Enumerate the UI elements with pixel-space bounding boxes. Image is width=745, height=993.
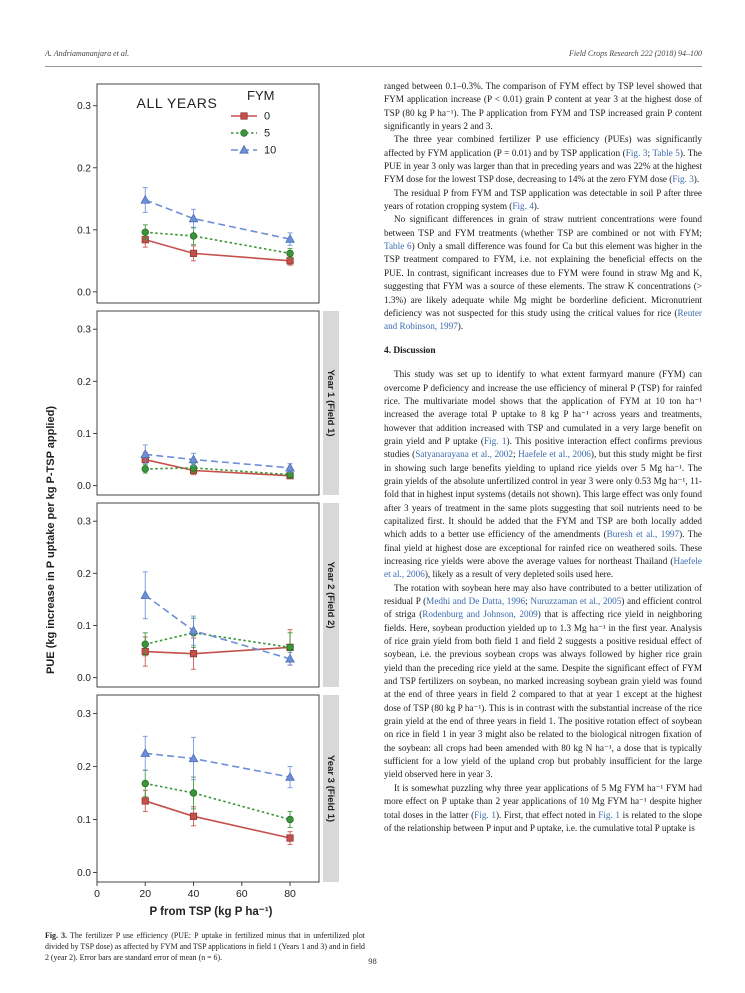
svg-text:0: 0	[264, 110, 271, 123]
svg-text:0.2: 0.2	[77, 163, 91, 175]
svg-text:FYM: FYM	[247, 88, 275, 103]
text-segment: No significant differences in grain of straw nutrient concentrations were found between TSP and FYM treatments (whether TSP are combined or not with FYM;	[384, 214, 702, 238]
text-segment: The rotation with soybean here may also have contributed to a better utilization of residual P (	[384, 582, 702, 606]
citation-link[interactable]: Haefele et al., 2006	[518, 449, 591, 460]
svg-text:80: 80	[284, 888, 296, 900]
svg-text:20: 20	[139, 888, 152, 900]
citation-link[interactable]: Buresh et al., 1997	[606, 529, 680, 540]
svg-text:0.0: 0.0	[77, 673, 91, 685]
text-segment: ;	[512, 449, 519, 460]
text-segment: ).	[693, 174, 700, 185]
chart-panel-1	[61, 80, 361, 306]
citation-link[interactable]: Reuter and Robinson, 1997	[384, 307, 702, 332]
text-segment: ) and efficient control of striga (	[384, 596, 702, 620]
citation-link[interactable]: Satyanarayana et al., 2002	[415, 449, 513, 460]
text-segment: ) Only a small difference was found for Ca but this element was higher in the TSP treatment compared to FYM, i.e. not explaining the beneficial effects on the PUE. In contrast, significant increases due to FYM were found in straw Mg and K, suggesting that FYM was a source of these elements. The straw K concentrations (> 1.3%) are likely adequate while Mg might be borderline deficient. Micronutrient deficiency was not suspected for this study using the critical values for rice (	[384, 241, 702, 318]
svg-text:0.0: 0.0	[77, 867, 91, 879]
citation-link[interactable]: Haefele et al., 2006	[384, 555, 702, 580]
text-segment: ), but this study might be first in showing such large benefits yielding to upland rice yields over 5 Mg ha⁻¹. The grain yields of the absolute unfertilized control in year 3 were only 0.53 Mg ha⁻¹, 11-fold that in highest input systems (details not shown). This large effect was only found after 3 years of treatment in the same plots suggesting that soil nutrients need to be capitalized first. It should be added that the FYM and TSP are both locally added which adds to a better use efficiency of the amendments (	[384, 449, 702, 540]
citation-link[interactable]: Table 5	[652, 147, 680, 158]
citation-link[interactable]: Table 6	[384, 241, 412, 252]
svg-text:5: 5	[264, 127, 271, 140]
paragraph	[384, 368, 702, 582]
text-segment: ;	[647, 147, 653, 158]
svg-text:10: 10	[264, 144, 277, 157]
figure-panels	[61, 80, 365, 902]
citation-link[interactable]: Fig. 4	[512, 201, 534, 212]
svg-text:ALL YEARS: ALL YEARS	[136, 95, 218, 111]
svg-text:0.1: 0.1	[77, 620, 91, 632]
svg-text:0.1: 0.1	[77, 225, 91, 237]
svg-text:0.2: 0.2	[77, 376, 91, 388]
paragraph	[384, 133, 702, 186]
paragraph	[384, 213, 702, 333]
svg-text:0.2: 0.2	[77, 762, 91, 774]
svg-text:40: 40	[187, 888, 200, 900]
text-segment: ;	[525, 596, 531, 606]
page-header	[45, 49, 702, 67]
text-segment: ). This positive interaction effect confirms previous studies (	[384, 435, 702, 460]
citation-link[interactable]: Fig. 1	[483, 435, 507, 446]
svg-text:Year 1 (Field 1): Year 1 (Field 1)	[325, 369, 336, 437]
svg-text:0.2: 0.2	[77, 568, 91, 580]
article-body	[384, 80, 702, 835]
text-segment: It is somewhat puzzling why three year applications of 5 Mg FYM ha⁻¹ FYM had more effect on P uptake than 2 year applications of 10 Mg FYM ha⁻¹ despite higher total doses in the latter (	[384, 782, 702, 820]
svg-text:0.1: 0.1	[77, 814, 91, 826]
svg-text:0.3: 0.3	[77, 709, 91, 721]
svg-text:0.3: 0.3	[77, 324, 91, 336]
paragraph	[384, 80, 702, 133]
chart-panel-2	[61, 308, 361, 498]
svg-text:0.0: 0.0	[77, 481, 91, 493]
text-segment: ).	[457, 321, 464, 332]
citation-link[interactable]: Fig. 3	[672, 174, 694, 185]
section-heading: 4. Discussion	[384, 345, 436, 356]
chart-panel-4	[61, 692, 361, 902]
text-segment: is related to the slope of the relationship between P input and P uptake, i.e. the cumulative total P uptake is	[384, 809, 702, 833]
citation-link[interactable]: Fig. 1	[598, 809, 621, 820]
caption-label: Fig. 3.	[45, 931, 68, 940]
text-segment: ).	[533, 201, 540, 212]
figure-column	[45, 80, 365, 963]
text-segment: ). First, that effect noted in	[495, 809, 599, 820]
figure-fig3	[61, 80, 365, 918]
citation-link[interactable]: Medhi and De Datta, 1996	[426, 596, 526, 606]
y-axis-title: PUE (kg increase in P uptake per kg P-TSP applied)	[45, 406, 57, 674]
svg-text:Year 3 (Field 1): Year 3 (Field 1)	[325, 754, 336, 823]
citation-link[interactable]: Rodenburg and Johnson, 2009	[422, 609, 538, 620]
text-segment: ). The PUE in year 3 only was larger than that in preceding years and was 22% at the highest FYM dose for the lowest TSP dose, decreasing to 14% at the zero FYM dose (	[384, 147, 702, 185]
citation-link[interactable]: Fig. 1	[474, 809, 496, 820]
text-segment: ). The final yield at highest dose are exceptional for rainfed rice on weathered soils. These increasing rice yields were above the average values for northeast Thailand (	[384, 529, 702, 566]
page-number: 98	[368, 956, 377, 966]
text-segment: ranged between 0.1–0.3%. The comparison of FYM effect by TSP level showed that FYM application increase (P < 0.01) grain P content at year 3 at the highest dose of TSP (80 kg P ha⁻¹). The P application from FYM and TSP increased grain P content significantly in years 2 and 3.	[384, 81, 702, 132]
chart-panel-3	[61, 500, 361, 690]
text-segment: ), likely as a result of very depleted soils used here.	[424, 569, 614, 580]
citation-link[interactable]: Nuruzzaman et al., 2005	[530, 596, 622, 606]
svg-text:0.0: 0.0	[77, 287, 91, 299]
text-segment: The residual P from FYM and TSP application was detectable in soil P after three years of rotation cropping system (	[384, 187, 702, 212]
text-segment: ) that is affecting rice yield in neighboring fields. Here, soybean production yielded up to 1.3 Mg ha⁻¹ in the first year. Analysis of rice grain yield from both field 1 and field 2 suggests a positive residual effect of soybean, i.e. the previous soybean crops was always followed by higher rice grain yield than the preceding rice yield at the same. Despite the significant effect of FYM and TSP fertilizers on soybean, no marked increasing soybean grain yield was found at the end of three years in field 2 compared to that at year 1 except at the highest dose of TSP (80 kg P ha⁻¹). This is in contrast with the substantial increase of the rice grain yield at the end of three years in field 1. The positive rotation effect of soybean on rice in field 1 in year 3 might also be related to the biological nitrogen fixation of the soybean: all crops had been amended with 80 kg N ha⁻¹, a dose that is typically sufficient for a low yield of the upland crop but probably insufficient for the large yield observed here in year 3.	[384, 609, 703, 780]
x-axis-title: P from TSP (kg P ha⁻¹)	[149, 906, 273, 918]
citation-link[interactable]: Fig. 3	[625, 147, 648, 158]
header-journal: Field Crops Research 222 (2018) 94–100	[569, 49, 702, 58]
svg-text:60: 60	[235, 888, 248, 900]
paragraph	[384, 782, 702, 835]
text-segment: The three year combined fertilizer P use efficiency (PUEs) was significantly affected by FYM application (P = 0.01) and by TSP application (	[384, 134, 702, 158]
svg-text:0.3: 0.3	[77, 516, 91, 528]
svg-text:0.3: 0.3	[77, 101, 91, 113]
paragraph	[384, 187, 702, 214]
paragraph	[384, 582, 702, 782]
header-author: A. Andriamananjara et al.	[45, 49, 130, 58]
svg-text:0: 0	[94, 888, 100, 900]
text-segment: This study was set up to identify to what extent farmyard manure (FYM) can overcome P deficiency and increase the use efficiency of mineral P (TSP) for rainfed rice. The multivariate model shows that the application of FYM at 10 ton ha⁻¹ increased the average total P uptake to 8 kg P ha⁻¹ across years and treatments, however that addition increased with TSP and cumulated in a very large benefit on grain yield and P uptake (	[384, 369, 702, 446]
caption-text: The fertilizer P use efficiency (PUE: P uptake in fertilized minus that in unfertilized plot divided by TSP dose) as affected by FYM and TSP applications in field 1 (Years 1 and 3) and in field 2 (year 2). Error bars are standard error of mean (n = 6).	[45, 931, 365, 963]
svg-text:Year 2 (Field 2): Year 2 (Field 2)	[325, 561, 336, 629]
svg-text:0.1: 0.1	[77, 428, 91, 440]
